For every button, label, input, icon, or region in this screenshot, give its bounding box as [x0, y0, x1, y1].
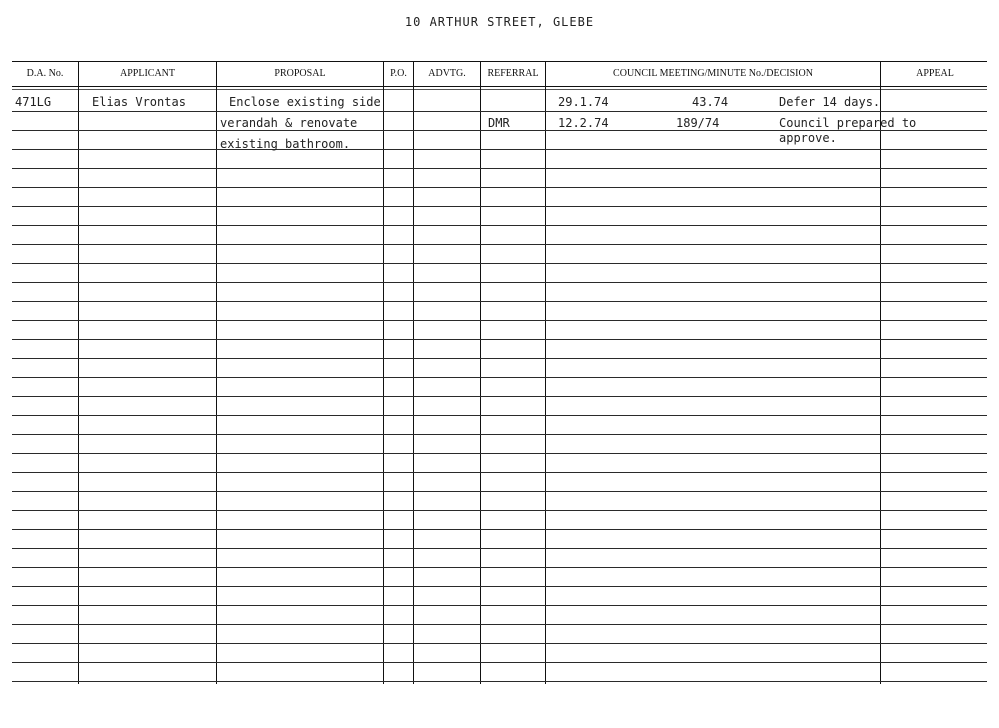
meeting-2-minute: 189/74 — [676, 116, 720, 130]
ruled-line — [12, 643, 987, 644]
col-divider-7 — [880, 61, 881, 684]
ruled-line — [12, 567, 987, 568]
header-bottom-border — [12, 86, 987, 87]
ruled-line — [12, 187, 987, 188]
ruled-line — [12, 206, 987, 207]
col-divider-3 — [383, 61, 384, 684]
da-number: 471LG — [15, 95, 52, 109]
ruled-line — [12, 301, 987, 302]
ruled-line — [12, 111, 987, 112]
meeting-1-minute: 43.74 — [692, 95, 729, 109]
ruled-line — [12, 624, 987, 625]
ruled-line — [12, 244, 987, 245]
ruled-line — [12, 491, 987, 492]
ruled-line — [12, 377, 987, 378]
ruled-line — [12, 396, 987, 397]
ruled-line — [12, 320, 987, 321]
meeting-2-decision-line-2: approve. — [779, 131, 837, 145]
meeting-2-date: 12.2.74 — [558, 116, 609, 130]
proposal-line-1: Enclose existing side — [229, 95, 381, 109]
meeting-1-decision: Defer 14 days. — [779, 95, 881, 109]
property-address-title: 10 ARTHUR STREET, GLEBE — [404, 15, 595, 29]
ruled-line — [12, 605, 987, 606]
ruled-line — [12, 225, 987, 226]
header-proposal: PROPOSAL — [274, 68, 326, 79]
header-referral: REFERRAL — [487, 68, 539, 79]
col-divider-6 — [545, 61, 546, 684]
ruled-line — [12, 415, 987, 416]
ruled-line — [12, 681, 987, 682]
meeting-2-decision-line-1: Council prepared to — [779, 116, 917, 130]
applicant-name: Elias Vrontas — [92, 95, 186, 109]
header-council: COUNCIL MEETING/MINUTE No./DECISION — [613, 68, 813, 79]
proposal-line-2: verandah & renovate — [220, 116, 358, 130]
header-appeal: APPEAL — [916, 68, 954, 79]
ruled-line — [12, 149, 987, 150]
ruled-line — [12, 510, 987, 511]
ruled-line — [12, 662, 987, 663]
ruled-line — [12, 130, 987, 131]
col-divider-4 — [413, 61, 414, 684]
header-po: P.O. — [390, 68, 407, 79]
ruled-line — [12, 529, 987, 530]
meeting-1-date: 29.1.74 — [558, 95, 609, 109]
ruled-line — [12, 282, 987, 283]
header-applicant: APPLICANT — [119, 68, 175, 79]
header-da-no: D.A. No. — [26, 68, 64, 79]
header-advtg: ADVTG. — [428, 68, 466, 79]
ruled-line — [12, 434, 987, 435]
ruled-line — [12, 168, 987, 169]
col-divider-2 — [216, 61, 217, 684]
ruled-line — [12, 358, 987, 359]
ruled-line — [12, 586, 987, 587]
col-divider-1 — [78, 61, 79, 684]
ruled-line — [12, 548, 987, 549]
header-bottom-border-2 — [12, 89, 987, 90]
proposal-line-3: existing bathroom. — [220, 137, 351, 151]
ruled-line — [12, 472, 987, 473]
meeting-2-referral: DMR — [488, 116, 510, 130]
ruled-line — [12, 263, 987, 264]
ruled-line — [12, 453, 987, 454]
col-divider-5 — [480, 61, 481, 684]
ruled-line — [12, 339, 987, 340]
